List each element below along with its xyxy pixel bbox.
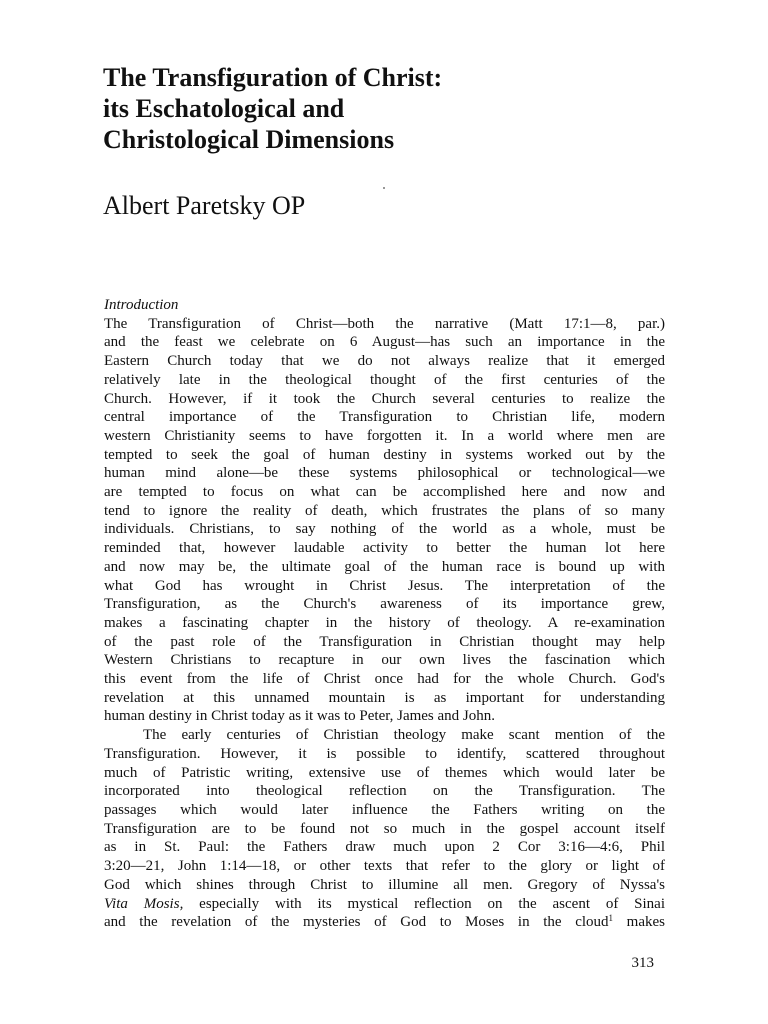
print-speck (383, 187, 385, 189)
paragraph-line (104, 913, 665, 932)
paragraph-line: Transfiguration, as the Church's awareness of its importance grew, (104, 596, 665, 613)
book-title: Vita Mosis, (104, 895, 184, 912)
paragraph-2 (104, 726, 665, 932)
paragraph-line: human mind alone—be these systems philosophical or technological—we (104, 465, 665, 482)
paragraph-line: much of Patristic writing, extensive use of themes which would later be (104, 764, 665, 781)
paragraph-line: and the feast we celebrate on 6 August—has such an importance in the (104, 334, 665, 351)
paragraph-line: incorporated into theological reflection on the Transfiguration. The (104, 783, 665, 800)
footnote-marker[interactable]: 1 (608, 913, 614, 924)
section-heading: Introduction (104, 297, 179, 313)
paragraph-line: individuals. Christians, to say nothing of the world as a whole, must be (104, 521, 665, 538)
paragraph-line: tend to ignore the reality of death, which frustrates the plans of so many (104, 502, 665, 519)
paragraph-line: Western Christians to recapture in our own lives the fascination which (104, 652, 665, 669)
paragraph-line: central importance of the Transfiguration to Christian life, modern (104, 409, 665, 426)
paragraph-line: reminded that, however laudable activity to better the human lot here (104, 540, 665, 557)
title-line: Christological Dimensions (103, 125, 395, 154)
paragraph-line: God which shines through Christ to illumine all men. Gregory of Nyssa's (104, 876, 665, 893)
paragraph-line: of the past role of the Transfiguration in Christian thought may help (104, 633, 665, 650)
paragraph-line: makes a fascinating chapter in the history of theology. A re-examination (104, 614, 665, 631)
line-text: makes (613, 914, 665, 931)
paragraph-line: The Transfiguration of Christ—both the narrative (Matt 17:1—8, par.) (104, 315, 665, 332)
line-text: especially with its mystical reflection on the ascent of Sinai (183, 895, 665, 912)
title-line: its Eschatological and (103, 94, 345, 123)
paragraph-line: The early centuries of Christian theology make scant mention of the (143, 727, 665, 744)
paragraph-line: tempted to seek the goal of human destiny in systems worked out by the (104, 446, 665, 463)
article-title (103, 62, 663, 155)
page-number: 313 (631, 955, 654, 971)
paragraph-line: western Christianity seems to have forgotten it. In a world where men are (104, 427, 665, 444)
paragraph-line: revelation at this unnamed mountain is as important for understanding (104, 689, 665, 706)
paragraph-line: Eastern Church today that we do not always realize that it emerged (104, 353, 665, 370)
paragraph-1 (104, 315, 665, 726)
paragraph-line: and now may be, the ultimate goal of the human race is bound up with (104, 558, 665, 575)
paragraph-line: 3:20—21, John 1:14—18, or other texts that refer to the glory or light of (104, 858, 665, 875)
paragraph-line: Transfiguration. However, it is possible to identify, scattered throughout (104, 745, 665, 762)
paragraph-line (104, 895, 665, 914)
paragraph-line: passages which would later influence the Fathers writing on the (104, 801, 665, 818)
paragraph-line: are tempted to focus on what can be accomplished here and now and (104, 484, 665, 501)
paragraph-line: what God has wrought in Christ Jesus. The interpretation of the (104, 577, 665, 594)
paragraph-line: this event from the life of Christ once had for the whole Church. God's (104, 671, 665, 688)
paragraph-line: as in St. Paul: the Fathers draw much upon 2 Cor 3:16—4:6, Phil (104, 839, 665, 856)
paragraph-line: human destiny in Christ today as it was to Peter, James and John. (104, 708, 496, 725)
paragraph-line: Transfiguration are to be found not so much in the gospel account itself (104, 820, 665, 837)
article-author: Albert Paretsky OP (103, 191, 306, 220)
line-text: and the revelation of the mysteries of God to Moses in the cloud (104, 914, 609, 931)
paragraph-line: relatively late in the theological thought of the first centuries of the (104, 371, 665, 388)
article-body (104, 296, 665, 932)
paragraph-line: Church. However, if it took the Church several centuries to realize the (104, 390, 665, 407)
title-line: The Transfiguration of Christ: (103, 63, 443, 92)
